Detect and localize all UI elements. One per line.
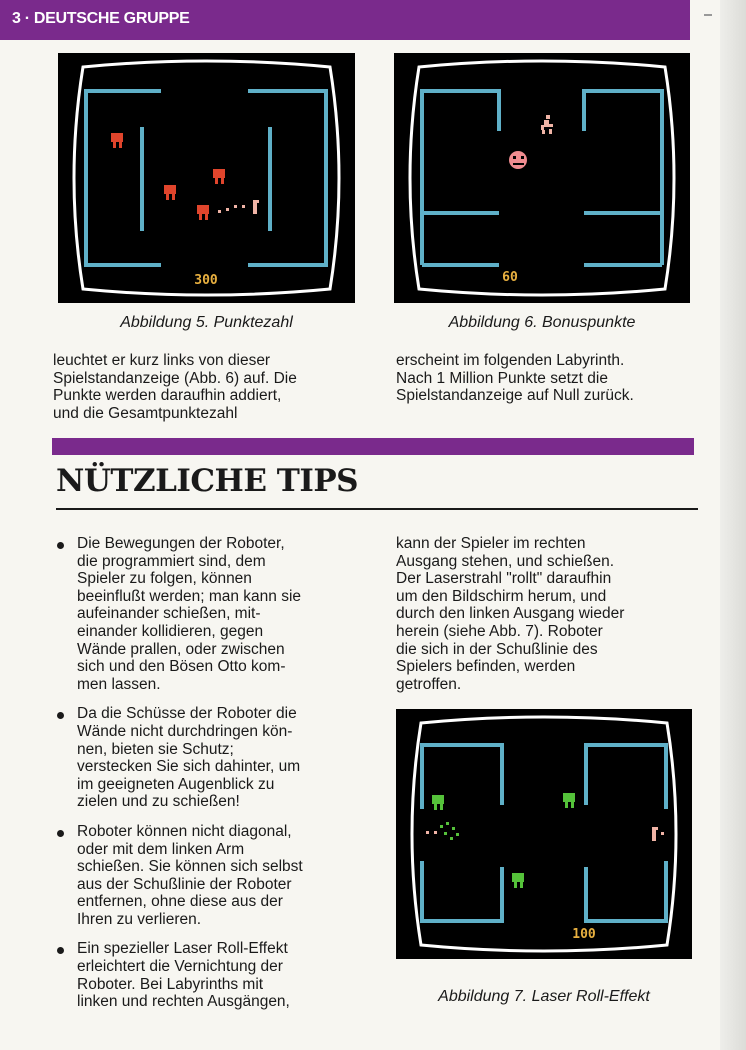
figure-6-screenshot	[394, 53, 690, 303]
text-line: die sich in der Schußlinie des	[396, 640, 598, 658]
text-line: aufeinander schießen, mit-	[77, 605, 261, 623]
text-line: Spielers befinden, werden	[396, 658, 576, 676]
text-line: Die Bewegungen der Roboter,	[77, 535, 285, 552]
text-line: men lassen.	[77, 675, 161, 693]
text-line: Punkte werden daraufhin addiert,	[53, 387, 282, 405]
text-line: Da die Schüsse der Roboter die	[77, 705, 297, 723]
text-line: sich und den Bösen Otto kom-	[77, 658, 286, 676]
text-line: Spielstandanzeige auf Null zurück.	[396, 387, 634, 405]
text-line: linken und rechten Ausgängen,	[77, 993, 290, 1011]
tip-item	[55, 940, 365, 1010]
evil-otto-sprite	[509, 151, 527, 169]
figure-7-caption: Abbildung 7. Laser Roll-Effekt	[438, 988, 650, 1005]
text-line: und die Gesamtpunktezahl	[53, 404, 238, 422]
text-line: zielen und zu schießen!	[77, 793, 240, 811]
text-line: kann der Spieler im rechten	[396, 535, 586, 552]
bullet-icon	[57, 712, 64, 719]
text-line: die programmiert sind, dem	[77, 552, 266, 570]
tip-item	[55, 823, 365, 929]
figure-5-caption: Abbildung 5. Punktezahl	[120, 314, 293, 331]
text-line: Ihren zu verlieren.	[77, 910, 202, 928]
tips-list	[55, 535, 365, 1023]
tip-item	[55, 705, 365, 811]
text-line: oder mit dem linken Arm	[77, 840, 245, 858]
bullet-icon	[57, 542, 64, 549]
text-line: einander kollidieren, gegen	[77, 622, 264, 640]
text-line: Der Laserstrahl "rollt" daraufhin	[396, 570, 612, 588]
text-line: Ein spezieller Laser Roll-Effekt	[77, 940, 288, 958]
text-line: erleichtert die Vernichtung der	[77, 958, 283, 976]
section-bar	[52, 438, 694, 455]
text-line: Wände prallen, oder zwischen	[77, 640, 285, 658]
figure-5-score: 300	[194, 273, 218, 288]
text-line: nen, bieten sie Schutz;	[77, 740, 234, 758]
text-line: im geeigneten Augenblick zu	[77, 775, 275, 793]
text-line: durch den linken Ausgang wieder	[396, 605, 625, 623]
section-title: NÜTZLICHE TIPS	[56, 463, 359, 499]
section-rule	[56, 508, 698, 510]
text-line: Roboter können nicht diagonal,	[77, 822, 292, 840]
figure-6-caption: Abbildung 6. Bonuspunkte	[448, 314, 636, 331]
tip-item	[55, 535, 365, 693]
page-edge	[720, 0, 746, 1050]
header-tick	[704, 14, 712, 16]
text-line: Spieler zu folgen, können	[77, 570, 252, 588]
text-line: Roboter. Bei Labyrinths mit	[77, 975, 264, 993]
text-col2-top	[396, 352, 696, 405]
figure-7-score: 100	[572, 927, 596, 942]
bullet-icon	[57, 830, 64, 837]
text-line: erscheint im folgenden Labyrinth.	[396, 352, 625, 369]
text-col2-continued	[396, 535, 696, 693]
text-line: um den Bildschirm herum, und	[396, 587, 607, 605]
text-line: aus der Schußlinie der Roboter	[77, 875, 292, 893]
text-line: herein (siehe Abb. 7). Roboter	[396, 622, 603, 640]
figure-7-screenshot	[396, 709, 692, 959]
text-line: schießen. Sie können sich selbst	[77, 858, 303, 876]
text-line: beeinflußt werden; man kann sie	[77, 587, 302, 605]
text-line: leuchtet er kurz links von dieser	[53, 352, 271, 369]
figure-6-score: 60	[502, 270, 518, 285]
text-col1-top	[53, 352, 363, 422]
text-line: getroffen.	[396, 675, 462, 693]
text-line: entfernen, ohne diese aus der	[77, 893, 283, 911]
text-line: Spielstandanzeige (Abb. 6) auf. Die	[53, 369, 297, 387]
text-line: Ausgang stehen, und schießen.	[396, 552, 615, 570]
figure-5-screenshot	[58, 53, 355, 303]
text-line: verstecken Sie sich dahinter, um	[77, 758, 301, 776]
text-line: Nach 1 Million Punkte setzt die	[396, 369, 608, 387]
text-line: Wände nicht durchdringen kön-	[77, 722, 293, 740]
bullet-icon	[57, 947, 64, 954]
page-header-title: 3 · DEUTSCHE GRUPPE	[12, 10, 190, 27]
